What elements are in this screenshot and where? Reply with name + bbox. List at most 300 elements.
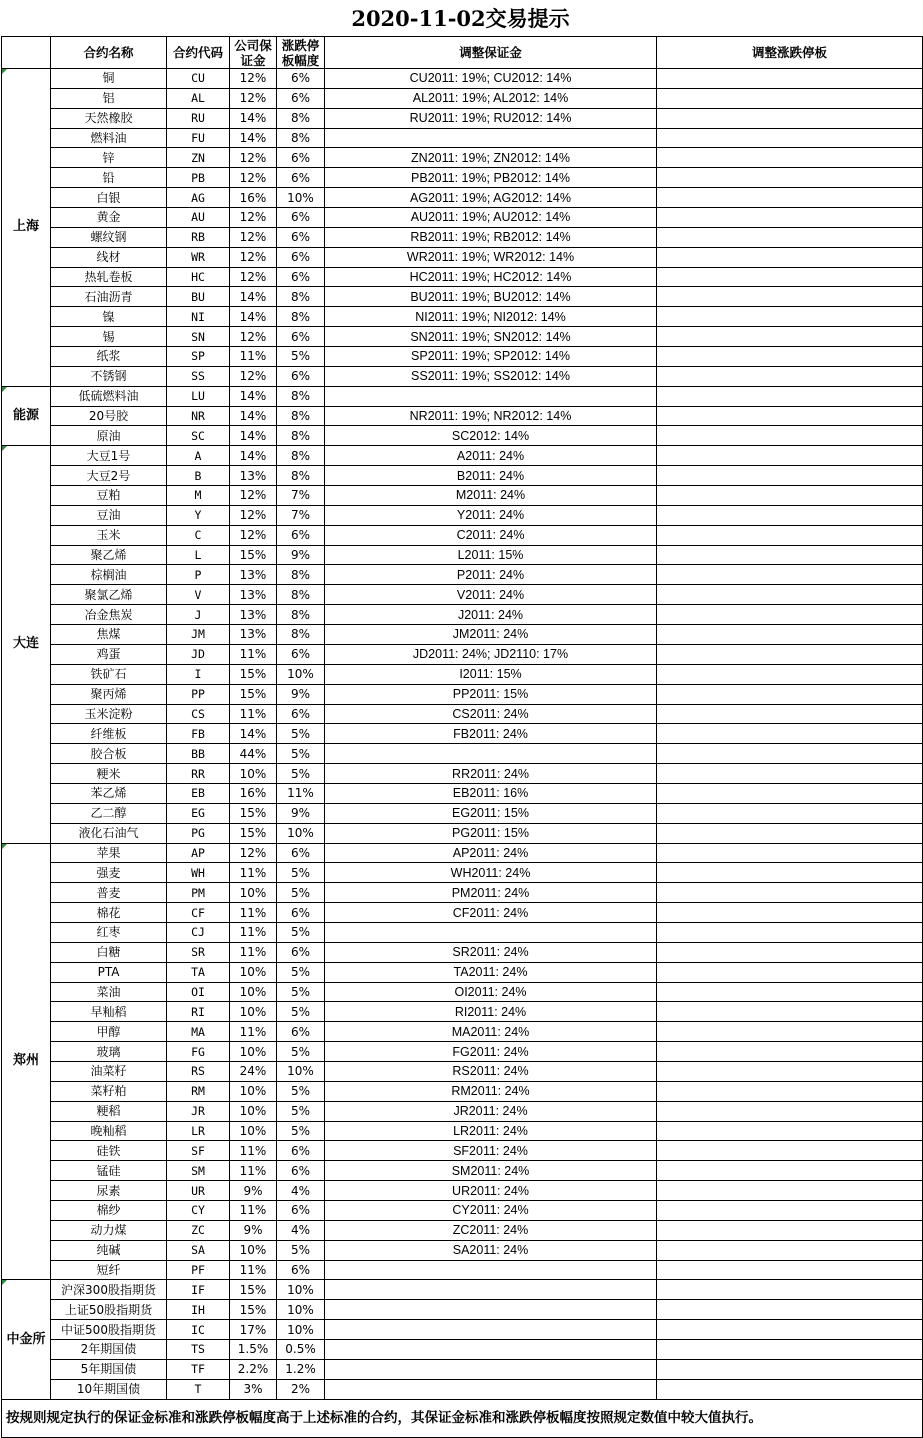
contract-name-cell: 螺纹钢: [51, 227, 167, 247]
contract-name-cell: 5年期国债: [51, 1359, 167, 1379]
limit-adjustment-cell: [657, 962, 923, 982]
margin-adjustment-cell: SN2011: 19%; SN2012: 14%: [325, 327, 657, 347]
contract-name-cell: 焦煤: [51, 625, 167, 645]
margin-adjustment-cell: C2011: 24%: [325, 525, 657, 545]
limit-adjustment-cell: [657, 1181, 923, 1201]
contract-code-cell: AL: [167, 88, 230, 108]
company-margin-cell: 10%: [230, 764, 277, 784]
company-margin-cell: 14%: [230, 426, 277, 446]
limit-range-cell: 10%: [277, 188, 325, 208]
table-row: [2, 108, 923, 128]
margin-adjustment-cell: FG2011: 24%: [325, 1042, 657, 1062]
margin-adjustment-cell: [325, 922, 657, 942]
limit-range-cell: 5%: [277, 922, 325, 942]
limit-adjustment-cell: [657, 684, 923, 704]
limit-adjustment-cell: [657, 605, 923, 625]
contract-name-cell: 棉纱: [51, 1200, 167, 1220]
company-margin-cell: 11%: [230, 903, 277, 923]
company-margin-cell: 14%: [230, 108, 277, 128]
limit-range-cell: 5%: [277, 863, 325, 883]
margin-adjustment-cell: SS2011: 19%; SS2012: 14%: [325, 366, 657, 386]
margin-adjustment-cell: JR2011: 24%: [325, 1101, 657, 1121]
table-row: [2, 406, 923, 426]
table-row: [2, 1121, 923, 1141]
header-row: [2, 37, 923, 69]
contract-code-cell: RI: [167, 1002, 230, 1022]
table-row: [2, 1141, 923, 1161]
header-limit-adjustment: 调整涨跌停板: [657, 37, 923, 69]
company-margin-cell: 2.2%: [230, 1359, 277, 1379]
limit-range-cell: 9%: [277, 545, 325, 565]
contract-name-cell: 菜籽粕: [51, 1081, 167, 1101]
table-row: [2, 565, 923, 585]
contract-code-cell: SP: [167, 347, 230, 367]
limit-range-cell: 6%: [277, 168, 325, 188]
company-margin-cell: 10%: [230, 1121, 277, 1141]
company-margin-cell: 10%: [230, 1101, 277, 1121]
limit-range-cell: 1.2%: [277, 1359, 325, 1379]
margin-adjustment-cell: SM2011: 24%: [325, 1161, 657, 1181]
contract-code-cell: SR: [167, 942, 230, 962]
contract-code-cell: TS: [167, 1340, 230, 1360]
contract-code-cell: PB: [167, 168, 230, 188]
margin-adjustment-cell: SP2011: 19%; SP2012: 14%: [325, 347, 657, 367]
header-company-margin: 公司保证金: [230, 37, 277, 69]
contract-name-cell: 大豆1号: [51, 446, 167, 466]
contract-code-cell: RM: [167, 1081, 230, 1101]
contract-code-cell: SM: [167, 1161, 230, 1181]
company-margin-cell: 10%: [230, 982, 277, 1002]
limit-adjustment-cell: [657, 585, 923, 605]
contract-code-cell: A: [167, 446, 230, 466]
limit-adjustment-cell: [657, 1280, 923, 1300]
company-margin-cell: 1.5%: [230, 1340, 277, 1360]
table-row: [2, 1240, 923, 1260]
margin-adjustment-cell: CU2011: 19%; CU2012: 14%: [325, 69, 657, 89]
limit-range-cell: 7%: [277, 505, 325, 525]
company-margin-cell: 15%: [230, 823, 277, 843]
limit-adjustment-cell: [657, 883, 923, 903]
limit-adjustment-cell: [657, 724, 923, 744]
margin-adjustment-cell: SR2011: 24%: [325, 942, 657, 962]
limit-range-cell: 6%: [277, 267, 325, 287]
contract-code-cell: EB: [167, 783, 230, 803]
company-margin-cell: 10%: [230, 883, 277, 903]
table-row: [2, 724, 923, 744]
limit-range-cell: 7%: [277, 486, 325, 506]
contract-code-cell: AG: [167, 188, 230, 208]
company-margin-cell: 12%: [230, 267, 277, 287]
table-row: [2, 69, 923, 89]
limit-range-cell: 10%: [277, 1320, 325, 1340]
table-row: [2, 803, 923, 823]
contract-name-cell: 玉米: [51, 525, 167, 545]
margin-adjustment-cell: PP2011: 15%: [325, 684, 657, 704]
company-margin-cell: 24%: [230, 1061, 277, 1081]
limit-adjustment-cell: [657, 347, 923, 367]
margin-adjustment-cell: [325, 386, 657, 406]
limit-adjustment-cell: [657, 287, 923, 307]
margin-adjustment-cell: V2011: 24%: [325, 585, 657, 605]
limit-range-cell: 6%: [277, 227, 325, 247]
company-margin-cell: 13%: [230, 466, 277, 486]
contract-code-cell: B: [167, 466, 230, 486]
contract-code-cell: PP: [167, 684, 230, 704]
limit-range-cell: 9%: [277, 684, 325, 704]
limit-adjustment-cell: [657, 863, 923, 883]
header-contract-code: 合约代码: [167, 37, 230, 69]
company-margin-cell: 15%: [230, 1280, 277, 1300]
table-row: [2, 287, 923, 307]
limit-adjustment-cell: [657, 227, 923, 247]
table-row: [2, 664, 923, 684]
company-margin-cell: 15%: [230, 1300, 277, 1320]
contract-code-cell: M: [167, 486, 230, 506]
margin-adjustment-cell: WH2011: 24%: [325, 863, 657, 883]
margin-adjustment-cell: [325, 1340, 657, 1360]
contract-code-cell: V: [167, 585, 230, 605]
exchange-cell: 中金所: [2, 1280, 51, 1399]
limit-adjustment-cell: [657, 486, 923, 506]
limit-range-cell: 5%: [277, 1081, 325, 1101]
company-margin-cell: 12%: [230, 247, 277, 267]
contract-code-cell: IF: [167, 1280, 230, 1300]
contract-name-cell: 低硫燃料油: [51, 386, 167, 406]
table-row: [2, 327, 923, 347]
limit-adjustment-cell: [657, 565, 923, 585]
table-row: [2, 446, 923, 466]
margin-adjustment-cell: [325, 128, 657, 148]
table-row: [2, 168, 923, 188]
margin-adjustment-cell: [325, 1280, 657, 1300]
limit-adjustment-cell: [657, 327, 923, 347]
margin-adjustment-cell: L2011: 15%: [325, 545, 657, 565]
company-margin-cell: 12%: [230, 148, 277, 168]
company-margin-cell: 11%: [230, 1022, 277, 1042]
limit-adjustment-cell: [657, 1161, 923, 1181]
contract-name-cell: 热轧卷板: [51, 267, 167, 287]
margin-adjustment-cell: NI2011: 19%; NI2012: 14%: [325, 307, 657, 327]
company-margin-cell: 14%: [230, 287, 277, 307]
limit-range-cell: 8%: [277, 128, 325, 148]
margin-adjustment-cell: HC2011: 19%; HC2012: 14%: [325, 267, 657, 287]
margin-adjustment-cell: OI2011: 24%: [325, 982, 657, 1002]
contract-code-cell: Y: [167, 505, 230, 525]
limit-range-cell: 8%: [277, 406, 325, 426]
limit-adjustment-cell: [657, 545, 923, 565]
company-margin-cell: 12%: [230, 69, 277, 89]
table-row: [2, 1379, 923, 1399]
limit-adjustment-cell: [657, 307, 923, 327]
limit-range-cell: 6%: [277, 69, 325, 89]
contract-name-cell: 镍: [51, 307, 167, 327]
contract-code-cell: LU: [167, 386, 230, 406]
company-margin-cell: 9%: [230, 1181, 277, 1201]
table-row: [2, 426, 923, 446]
limit-range-cell: 8%: [277, 565, 325, 585]
company-margin-cell: 13%: [230, 605, 277, 625]
contract-name-cell: 锡: [51, 327, 167, 347]
table-row: [2, 1002, 923, 1022]
contract-code-cell: PG: [167, 823, 230, 843]
contract-name-cell: 尿素: [51, 1181, 167, 1201]
table-row: [2, 625, 923, 645]
limit-adjustment-cell: [657, 744, 923, 764]
margin-adjustment-cell: Y2011: 24%: [325, 505, 657, 525]
contract-code-cell: TF: [167, 1359, 230, 1379]
limit-adjustment-cell: [657, 803, 923, 823]
contract-name-cell: 白糖: [51, 942, 167, 962]
limit-range-cell: 10%: [277, 1280, 325, 1300]
limit-adjustment-cell: [657, 704, 923, 724]
margin-adjustment-cell: BU2011: 19%; BU2012: 14%: [325, 287, 657, 307]
company-margin-cell: 9%: [230, 1220, 277, 1240]
limit-range-cell: 10%: [277, 664, 325, 684]
table-row: [2, 585, 923, 605]
header-exchange: [2, 37, 51, 69]
contract-code-cell: RB: [167, 227, 230, 247]
table-row: [2, 486, 923, 506]
limit-adjustment-cell: [657, 1260, 923, 1280]
table-row: [2, 466, 923, 486]
table-row: [2, 823, 923, 843]
limit-range-cell: 10%: [277, 1061, 325, 1081]
limit-range-cell: 6%: [277, 644, 325, 664]
header-contract-name: 合约名称: [51, 37, 167, 69]
limit-adjustment-cell: [657, 1101, 923, 1121]
limit-adjustment-cell: [657, 88, 923, 108]
contract-name-cell: 早籼稻: [51, 1002, 167, 1022]
contract-code-cell: IC: [167, 1320, 230, 1340]
table-row: [2, 505, 923, 525]
contract-name-cell: 玉米淀粉: [51, 704, 167, 724]
company-margin-cell: 12%: [230, 843, 277, 863]
contract-code-cell: SF: [167, 1141, 230, 1161]
table-row: [2, 1042, 923, 1062]
contract-name-cell: 锌: [51, 148, 167, 168]
contract-name-cell: 燃料油: [51, 128, 167, 148]
table-row: [2, 843, 923, 863]
table-row: [2, 1340, 923, 1360]
limit-adjustment-cell: [657, 625, 923, 645]
contract-code-cell: JM: [167, 625, 230, 645]
table-row: [2, 1181, 923, 1201]
limit-adjustment-cell: [657, 1042, 923, 1062]
limit-adjustment-cell: [657, 426, 923, 446]
margin-adjustment-cell: NR2011: 19%; NR2012: 14%: [325, 406, 657, 426]
limit-adjustment-cell: [657, 406, 923, 426]
contract-name-cell: 不锈钢: [51, 366, 167, 386]
limit-range-cell: 5%: [277, 1101, 325, 1121]
table-row: [2, 704, 923, 724]
limit-range-cell: 10%: [277, 1300, 325, 1320]
limit-adjustment-cell: [657, 466, 923, 486]
limit-range-cell: 10%: [277, 823, 325, 843]
company-margin-cell: 11%: [230, 922, 277, 942]
margin-adjustment-cell: RR2011: 24%: [325, 764, 657, 784]
contract-code-cell: IH: [167, 1300, 230, 1320]
company-margin-cell: 12%: [230, 327, 277, 347]
limit-adjustment-cell: [657, 386, 923, 406]
limit-range-cell: 6%: [277, 843, 325, 863]
company-margin-cell: 11%: [230, 942, 277, 962]
table-row: [2, 684, 923, 704]
limit-range-cell: 8%: [277, 605, 325, 625]
limit-adjustment-cell: [657, 783, 923, 803]
company-margin-cell: 11%: [230, 704, 277, 724]
margin-adjustment-cell: SC2012: 14%: [325, 426, 657, 446]
limit-range-cell: 8%: [277, 287, 325, 307]
limit-range-cell: 6%: [277, 208, 325, 228]
margin-adjustment-cell: JM2011: 24%: [325, 625, 657, 645]
table-row: [2, 605, 923, 625]
table-row: [2, 347, 923, 367]
table-row: [2, 227, 923, 247]
table-row: [2, 88, 923, 108]
table-row: [2, 386, 923, 406]
contract-name-cell: 锰硅: [51, 1161, 167, 1181]
table-row: [2, 644, 923, 664]
company-margin-cell: 14%: [230, 724, 277, 744]
contract-name-cell: 液化石油气: [51, 823, 167, 843]
contract-code-cell: RS: [167, 1061, 230, 1081]
company-margin-cell: 15%: [230, 684, 277, 704]
contract-name-cell: 硅铁: [51, 1141, 167, 1161]
margin-adjustment-cell: CY2011: 24%: [325, 1200, 657, 1220]
limit-adjustment-cell: [657, 644, 923, 664]
contract-code-cell: FG: [167, 1042, 230, 1062]
contract-code-cell: AP: [167, 843, 230, 863]
contract-code-cell: JR: [167, 1101, 230, 1121]
table-row: [2, 783, 923, 803]
table-row: [2, 1320, 923, 1340]
company-margin-cell: 12%: [230, 505, 277, 525]
exchange-cell: 能源: [2, 386, 51, 446]
contract-name-cell: 菜油: [51, 982, 167, 1002]
table-row: [2, 1161, 923, 1181]
company-margin-cell: 13%: [230, 625, 277, 645]
limit-range-cell: 8%: [277, 426, 325, 446]
contract-name-cell: 20号胶: [51, 406, 167, 426]
limit-adjustment-cell: [657, 1200, 923, 1220]
company-margin-cell: 10%: [230, 962, 277, 982]
contract-name-cell: 2年期国债: [51, 1340, 167, 1360]
limit-adjustment-cell: [657, 1002, 923, 1022]
limit-adjustment-cell: [657, 843, 923, 863]
margin-adjustment-cell: TA2011: 24%: [325, 962, 657, 982]
margin-adjustment-cell: AU2011: 19%; AU2012: 14%: [325, 208, 657, 228]
contract-name-cell: 苹果: [51, 843, 167, 863]
table-row: [2, 1081, 923, 1101]
limit-range-cell: 5%: [277, 744, 325, 764]
limit-range-cell: 6%: [277, 903, 325, 923]
margin-adjustment-cell: PG2011: 15%: [325, 823, 657, 843]
limit-adjustment-cell: [657, 446, 923, 466]
margin-adjustment-cell: ZN2011: 19%; ZN2012: 14%: [325, 148, 657, 168]
margin-adjustment-cell: AG2011: 19%; AG2012: 14%: [325, 188, 657, 208]
limit-adjustment-cell: [657, 982, 923, 1002]
table-row: [2, 883, 923, 903]
company-margin-cell: 14%: [230, 386, 277, 406]
contract-name-cell: 豆油: [51, 505, 167, 525]
margin-adjustment-cell: J2011: 24%: [325, 605, 657, 625]
company-margin-cell: 12%: [230, 366, 277, 386]
contract-code-cell: UR: [167, 1181, 230, 1201]
contract-name-cell: 甲醇: [51, 1022, 167, 1042]
contract-code-cell: CS: [167, 704, 230, 724]
margin-adjustment-cell: PB2011: 19%; PB2012: 14%: [325, 168, 657, 188]
limit-adjustment-cell: [657, 1240, 923, 1260]
company-margin-cell: 10%: [230, 1002, 277, 1022]
limit-range-cell: 8%: [277, 307, 325, 327]
margin-adjustment-cell: LR2011: 24%: [325, 1121, 657, 1141]
table-row: [2, 1200, 923, 1220]
contract-code-cell: SS: [167, 366, 230, 386]
company-margin-cell: 11%: [230, 1161, 277, 1181]
limit-range-cell: 5%: [277, 724, 325, 744]
contract-code-cell: OI: [167, 982, 230, 1002]
contract-name-cell: 纸浆: [51, 347, 167, 367]
contract-name-cell: 大豆2号: [51, 466, 167, 486]
table-row: [2, 1022, 923, 1042]
limit-range-cell: 8%: [277, 585, 325, 605]
contract-code-cell: NR: [167, 406, 230, 426]
limit-range-cell: 5%: [277, 1042, 325, 1062]
contract-code-cell: EG: [167, 803, 230, 823]
contract-code-cell: L: [167, 545, 230, 565]
margin-adjustment-cell: CS2011: 24%: [325, 704, 657, 724]
contract-name-cell: 聚乙烯: [51, 545, 167, 565]
limit-adjustment-cell: [657, 247, 923, 267]
table-row: [2, 922, 923, 942]
limit-range-cell: 6%: [277, 88, 325, 108]
margin-adjustment-cell: PM2011: 24%: [325, 883, 657, 903]
contract-name-cell: 上证50股指期货: [51, 1300, 167, 1320]
margin-adjustment-cell: [325, 1300, 657, 1320]
contract-name-cell: 粳稻: [51, 1101, 167, 1121]
limit-adjustment-cell: [657, 1022, 923, 1042]
contract-code-cell: T: [167, 1379, 230, 1399]
limit-range-cell: 8%: [277, 386, 325, 406]
margin-adjustment-cell: JD2011: 24%; JD2110: 17%: [325, 644, 657, 664]
limit-range-cell: 5%: [277, 883, 325, 903]
contract-name-cell: 冶金焦炭: [51, 605, 167, 625]
contract-code-cell: P: [167, 565, 230, 585]
contract-name-cell: 棕榈油: [51, 565, 167, 585]
contract-code-cell: C: [167, 525, 230, 545]
limit-adjustment-cell: [657, 664, 923, 684]
table-row: [2, 764, 923, 784]
contract-table: [1, 36, 923, 1438]
limit-range-cell: 6%: [277, 1161, 325, 1181]
contract-code-cell: J: [167, 605, 230, 625]
footer-note: 按规则规定执行的保证金标准和涨跌停板幅度高于上述标准的合约，其保证金标准和涨跌停板幅度按照规定数值中较大值执行。: [2, 1399, 923, 1437]
contract-name-cell: 线材: [51, 247, 167, 267]
limit-range-cell: 0.5%: [277, 1340, 325, 1360]
limit-range-cell: 8%: [277, 446, 325, 466]
contract-code-cell: JD: [167, 644, 230, 664]
margin-adjustment-cell: [325, 1359, 657, 1379]
limit-adjustment-cell: [657, 922, 923, 942]
margin-adjustment-cell: AP2011: 24%: [325, 843, 657, 863]
limit-adjustment-cell: [657, 1061, 923, 1081]
limit-adjustment-cell: [657, 764, 923, 784]
table-row: [2, 148, 923, 168]
limit-range-cell: 6%: [277, 704, 325, 724]
contract-name-cell: 铁矿石: [51, 664, 167, 684]
contract-name-cell: 原油: [51, 426, 167, 446]
contract-code-cell: RU: [167, 108, 230, 128]
